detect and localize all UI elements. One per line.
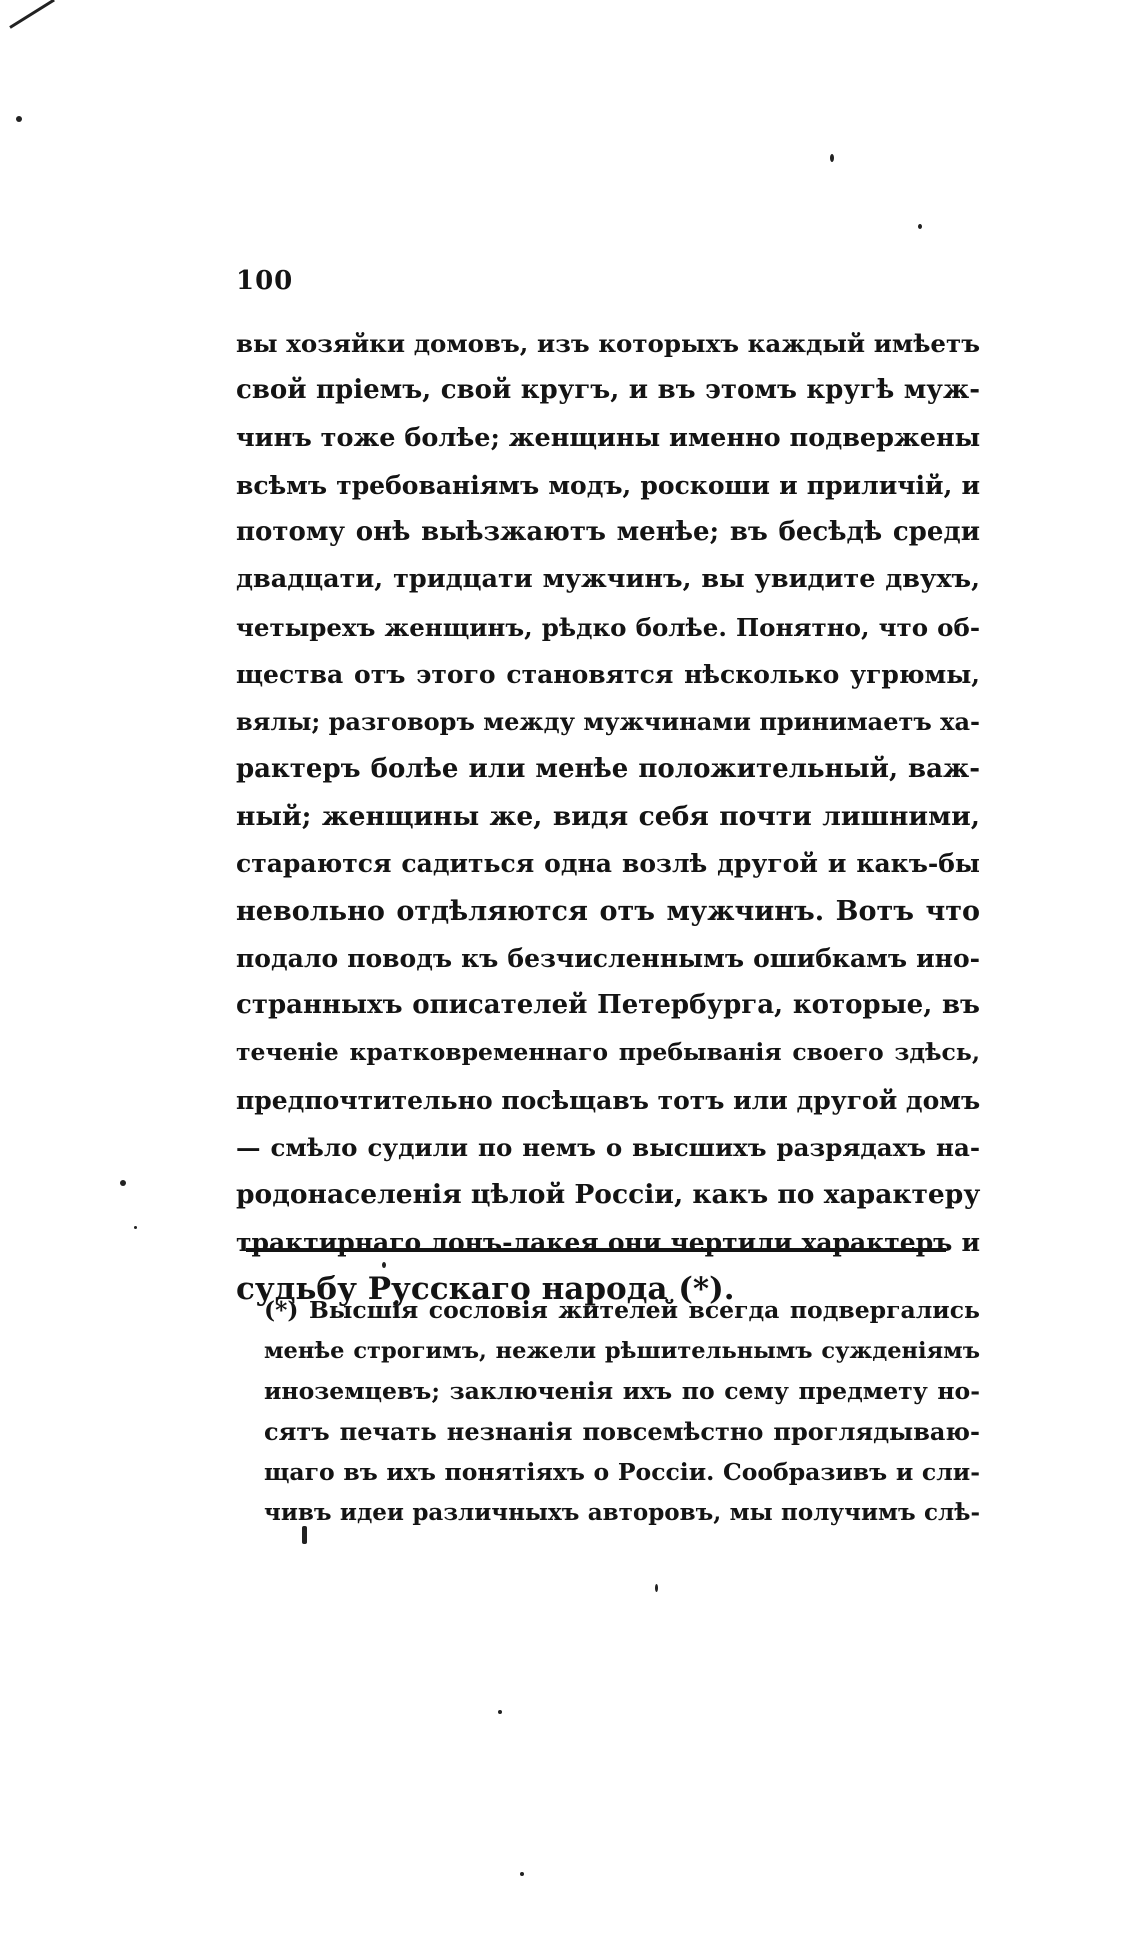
footnote-line: чивъ идеи различныхъ авторовъ, мы получимъ слѣ- xyxy=(264,1498,980,1526)
body-line: родонаселенія цѣлой Россіи, какъ по характеру xyxy=(236,1179,981,1211)
footnote-line: (*) Высшія сословія жителей всегда подвергались xyxy=(264,1296,980,1324)
body-line: четырехъ женщинъ, рѣдко болѣе. Понятно, что об- xyxy=(236,612,980,642)
body-line: подало поводъ къ безчисленнымъ ошибкамъ ино- xyxy=(236,943,980,973)
body-line: невольно отдѣляются отъ мужчинъ. Вотъ что xyxy=(236,895,980,927)
body-line: странныхъ описателей Петербурга, которые, въ xyxy=(236,990,980,1021)
footnote xyxy=(264,1290,980,1534)
scan-speck xyxy=(134,1226,137,1229)
body-line: свой пріемъ, свой кругъ, и въ этомъ кругѣ муж- xyxy=(236,375,980,406)
body-line: рактеръ болѣе или менѣе положительный, важ- xyxy=(236,753,980,784)
body-line: вялы; разговоръ между мужчинами принимаетъ ха- xyxy=(236,707,980,737)
body-line: стараются садиться одна возлѣ другой и какъ-бы xyxy=(236,849,980,879)
body-line: ный; женщины же, видя себя почти лишними, xyxy=(236,800,980,832)
scan-speck xyxy=(16,116,22,122)
scan-speck xyxy=(520,1872,524,1876)
scan-speck xyxy=(498,1710,502,1714)
scan-speck xyxy=(655,1584,658,1592)
body-line-last: судьбу Русскаго народа (*). xyxy=(236,1270,735,1307)
footnote-line: менѣе строгимъ, нежели рѣшительнымъ сужденіямъ xyxy=(264,1337,980,1364)
body-line: щества отъ этого становятся нѣсколько угрюмы, xyxy=(236,660,980,690)
body-text xyxy=(236,320,980,1313)
body-line: вы хозяйки домовъ, изъ которыхъ каждый имѣетъ xyxy=(236,329,980,358)
scan-speck xyxy=(918,224,922,229)
corner-scan-mark xyxy=(9,0,55,29)
body-line: чинъ тоже болѣе; женщины именно подвержены xyxy=(236,422,981,453)
footnote-line: сятъ печать незнанія повсемѣстно проглядываю- xyxy=(264,1416,980,1446)
scan-speck xyxy=(830,154,834,162)
body-line: трактирнаго лонъ-лакея они чертили характеръ и xyxy=(236,1227,980,1257)
body-line: теченіе кратковременнаго пребыванія своего здѣсь, xyxy=(236,1038,980,1067)
footnote-line: иноземцевъ; заключенія ихъ по сему предмету но- xyxy=(264,1377,980,1406)
body-line: всѣмъ требованіямъ модъ, роскоши и приличій, и xyxy=(236,470,980,500)
page-number: 100 xyxy=(236,266,294,296)
footnote-line: щаго въ ихъ понятіяхъ о Россіи. Сообразивъ и сли- xyxy=(264,1458,980,1487)
scan-speck xyxy=(120,1180,126,1186)
body-line: предпочтительно посѣщавъ тотъ или другой домъ xyxy=(236,1085,981,1115)
footnote-separator-rule xyxy=(246,1248,946,1252)
body-line: — смѣло судили по немъ о высшихъ разрядахъ на- xyxy=(236,1133,980,1163)
body-line: двадцати, тридцати мужчинъ, вы увидите двухъ, xyxy=(236,564,980,595)
body-line: потому онѣ выѣзжаютъ менѣе; въ бесѣдѣ среди xyxy=(236,517,980,548)
